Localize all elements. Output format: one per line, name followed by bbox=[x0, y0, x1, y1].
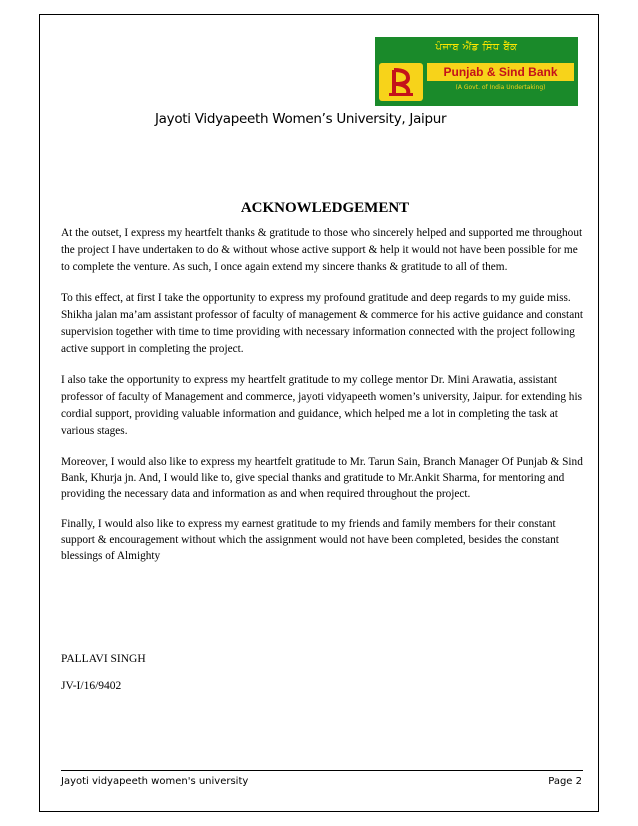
university-title: Jayoti Vidyapeeth Women’s University, Jaipur bbox=[155, 111, 447, 127]
acknowledgement-body bbox=[61, 225, 583, 578]
logo-bank-name: Punjab & Sind Bank bbox=[427, 63, 574, 81]
footer-page-number: Page 2 bbox=[548, 776, 582, 787]
signature-id: JV-I/16/9402 bbox=[61, 680, 122, 692]
footer-divider bbox=[61, 770, 583, 771]
footer-university: Jayoti vidyapeeth women's university bbox=[61, 776, 249, 787]
signature-name: PALLAVI SINGH bbox=[61, 653, 146, 665]
bank-logo bbox=[375, 37, 578, 106]
paragraph: Moreover, I would also like to express my heartfelt gratitude to Mr. Tarun Sain, Branch Manager Of Punjab & Sind Bank, Khurja jn. And, I would like to, give special thanks and gratitude to Mr.Ankit Sharma, for mentoring and providing the necessary data and information as and when required throughout the project. bbox=[61, 456, 583, 500]
paragraph: To this effect, at first I take the opportunity to express my profound gratitude and deep regards to my guide miss. Shikha jalan ma’am assistant professor of faculty of management & commerce for his active guidance and constant supervision together with time to time providing with necessary information connected with the project following active support in completing the project. bbox=[61, 292, 583, 355]
bank-emblem-icon bbox=[379, 63, 423, 101]
paragraph: I also take the opportunity to express my heartfelt gratitude to my college mentor Dr. Mini Arawatia, assistant professor of faculty of Management and commerce, jayoti vidyapeeth women’s university, Jaipur. for extending his cordial support, providing valuable information and guidance, which helped me a lot in completing the task at various stages. bbox=[61, 374, 582, 437]
paragraph: At the outset, I express my heartfelt thanks & gratitude to those who sincerely helped and supported me throughout the project I have undertaken to do & without whose active support & help it would not have been possible for me to complete the venture. As such, I once again extend my sincere thanks & gratitude to all of them. bbox=[61, 227, 583, 273]
page-title: ACKNOWLEDGEMENT bbox=[240, 200, 410, 216]
logo-tagline: (A Govt. of India Undertaking) bbox=[455, 84, 546, 91]
paragraph: Finally, I would also like to express my earnest gratitude to my friends and family members for their constant support & encouragement without which the assignment would not have been completed, besides the constant blessings of Almighty bbox=[61, 518, 559, 562]
logo-script-text: ਪੰਜਾਬ ਐਂਡ ਸਿੰਧ ਬੈਂਕ bbox=[435, 42, 518, 53]
